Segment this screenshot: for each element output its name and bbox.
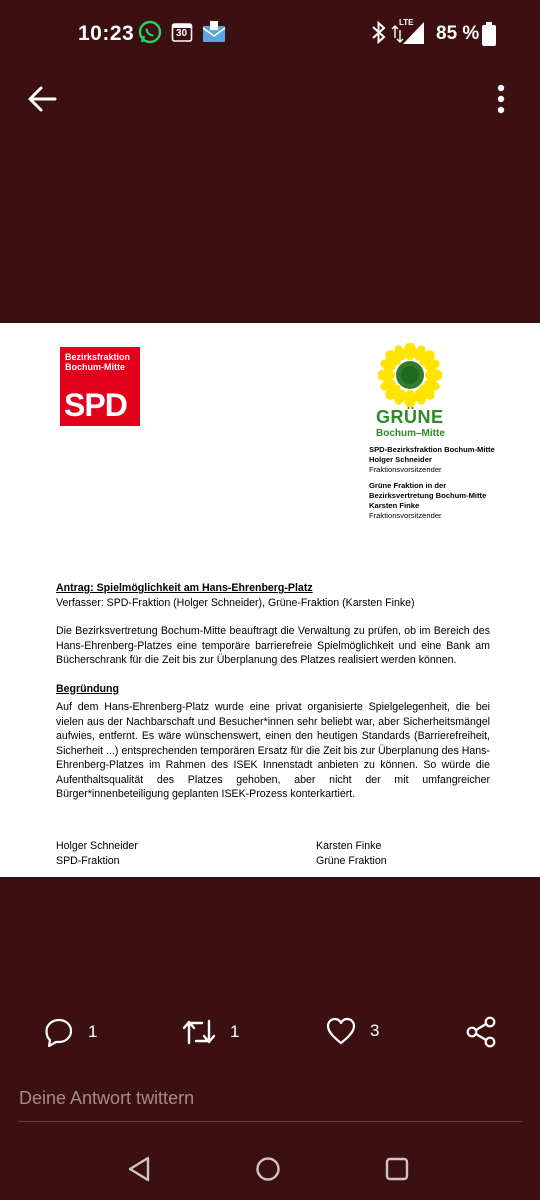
clock: 10:23 xyxy=(78,22,135,45)
document-paragraph-2: Auf dem Hans-Ehrenberg-Platz wurde eine privat organisierte Spielgelegenheit, die bei vielen aus der Nachbarschaft und Besucher*innen sehr beliebt war, aber Sicherheitsmängel aufwies, entfernt. Es wäre wünschenswert, einen den heutigen Standards (Barrierefreiheit, Sicherheit ...) entsprechenden temporären Ersatz für die Zeit bis zur Überplanung des Hans-Ehrenberg-Platzes im Rahmen des ISEK Innenstadt anbieten zu können. So würde die Aufenthaltsqualität des Platzes gehoben, aber nicht der mit umfangreicher Bürger*innenbeteiligung geplanten ISEK-Prozess konterkartiert. xyxy=(56,701,490,800)
bluetooth-icon xyxy=(370,20,388,46)
document-image[interactable] xyxy=(0,323,540,877)
status-bar xyxy=(0,0,540,70)
document-body xyxy=(56,581,490,802)
retweet-button[interactable] xyxy=(182,1017,239,1047)
top-bar xyxy=(0,70,540,130)
signer-left: Holger Schneider SPD-Fraktion xyxy=(56,840,138,867)
spd-logo-text: SPD xyxy=(64,387,127,423)
tweet-actions xyxy=(0,1005,540,1061)
reply-count: 1 xyxy=(88,1022,98,1041)
signature-block-gruene: Grüne Fraktion in der Bezirksvertretung Bochum-Mitte Karsten Finke Fraktionsvorsitzender xyxy=(369,481,487,520)
spd-logo xyxy=(60,347,140,426)
retweet-count: 1 xyxy=(230,1022,240,1041)
heart-icon xyxy=(326,1017,356,1045)
back-arrow-icon[interactable] xyxy=(22,78,64,120)
calendar-icon: 30 xyxy=(171,21,193,43)
spd-logo-line1: Bezirksfraktion xyxy=(65,352,131,362)
reply-button[interactable] xyxy=(44,1017,97,1047)
lte-signal-icon: LTE xyxy=(391,18,425,46)
mail-icon xyxy=(201,20,227,44)
reply-divider xyxy=(18,1121,522,1122)
reply-field[interactable] xyxy=(0,1080,540,1122)
share-icon[interactable] xyxy=(466,1016,496,1048)
like-button[interactable] xyxy=(326,1017,379,1045)
spd-logo-line2: Bochum-Mitte xyxy=(65,362,125,372)
signer-right: Karsten Finke Grüne Fraktion xyxy=(316,840,387,867)
reply-icon xyxy=(44,1017,74,1047)
system-nav-bar xyxy=(0,1140,540,1200)
sunflower-icon xyxy=(378,343,442,407)
gruene-logo-text: GRÜNE xyxy=(376,407,444,427)
more-options-icon[interactable] xyxy=(484,78,518,120)
signature-block-spd: SPD-Bezirksfraktion Bochum-Mitte Holger Schneider Fraktionsvorsitzender xyxy=(369,445,495,474)
reply-placeholder: Deine Antwort twittern xyxy=(19,1088,195,1108)
nav-back-icon[interactable] xyxy=(126,1155,152,1183)
like-count: 3 xyxy=(370,1021,380,1040)
battery-percent: 85 % xyxy=(436,23,480,44)
document-title: Antrag: Spielmöglichkeit am Hans-Ehrenberg-Platz xyxy=(56,582,313,594)
document-author: Verfasser: SPD-Fraktion (Holger Schneider), Grüne-Fraktion (Karsten Finke) xyxy=(56,596,415,609)
nav-recents-icon[interactable] xyxy=(384,1156,410,1182)
whatsapp-icon xyxy=(138,20,162,44)
nav-home-icon[interactable] xyxy=(254,1155,282,1183)
retweet-icon xyxy=(182,1017,216,1047)
reason-heading: Begründung xyxy=(56,682,119,695)
document-paragraph-1: Die Bezirksvertretung Bochum-Mitte beauftragt die Verwaltung zu prüfen, ob im Bereich des Hans-Ehrenberg-Platzes eine temporäre barrierefreie Spielmöglichkeit und eine Bank am Bücherschrank für die Zeit bis zur Überplanung des Platzes realisiert werden können. xyxy=(56,625,490,666)
battery-icon xyxy=(481,22,497,48)
gruene-logo-city: Bochum–Mitte xyxy=(376,428,445,439)
